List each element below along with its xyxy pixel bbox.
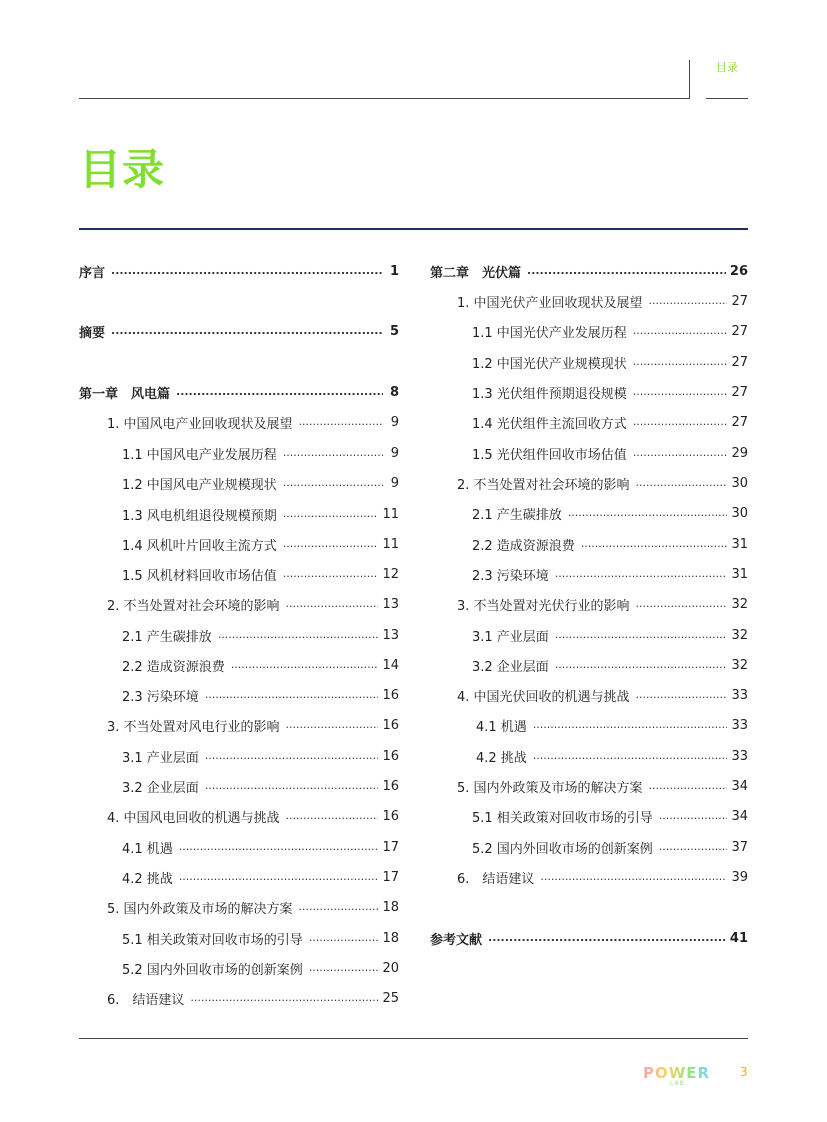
toc-entry-page: 5 bbox=[389, 323, 399, 339]
toc-entry-page: 11 bbox=[382, 536, 399, 552]
toc-entry-page: 39 bbox=[731, 869, 748, 885]
toc-entry[interactable] bbox=[79, 771, 399, 801]
toc-dot-leader bbox=[309, 961, 379, 975]
toc-dot-leader bbox=[540, 870, 727, 884]
toc-dot-leader bbox=[179, 840, 379, 854]
toc-dot-leader bbox=[488, 931, 726, 945]
toc-entry[interactable] bbox=[430, 407, 748, 437]
toc-dot-leader bbox=[533, 718, 728, 732]
toc-dot-leader bbox=[555, 567, 728, 581]
toc-entry[interactable] bbox=[79, 529, 399, 559]
toc-dot-leader bbox=[286, 718, 379, 732]
toc-entry-label: 5.1 相关政策对回收市场的引导 bbox=[472, 810, 653, 826]
toc-entry[interactable] bbox=[430, 710, 748, 740]
toc-entry-label: 5. 国内外政策及市场的解决方案 bbox=[107, 901, 293, 917]
toc-entry[interactable] bbox=[79, 923, 399, 953]
toc-entry-page: 18 bbox=[382, 899, 399, 915]
toc-entry-page: 27 bbox=[731, 384, 748, 400]
toc-entry-label: 参考文献 bbox=[430, 932, 483, 948]
toc-entry-page: 27 bbox=[731, 354, 748, 370]
toc-entry[interactable] bbox=[430, 741, 748, 771]
toc-dot-leader bbox=[636, 688, 728, 702]
toc-entry-label: 3.2 企业层面 bbox=[122, 780, 199, 796]
toc-dot-leader bbox=[299, 415, 383, 429]
toc-entry-page: 9 bbox=[390, 445, 399, 461]
toc-entry-page: 12 bbox=[382, 566, 399, 582]
toc-dot-leader bbox=[636, 476, 728, 490]
toc-entry[interactable] bbox=[430, 862, 748, 892]
toc-entry[interactable] bbox=[79, 801, 399, 831]
toc-entry[interactable] bbox=[79, 892, 399, 922]
toc-entry-label: 第一章 风电篇 bbox=[79, 386, 171, 402]
toc-entry-page: 16 bbox=[382, 687, 399, 703]
toc-entry-label: 1. 中国风电产业回收现状及展望 bbox=[107, 416, 293, 432]
toc-entry-label: 2.1 产生碳排放 bbox=[472, 507, 562, 523]
toc-entry-page: 18 bbox=[382, 930, 399, 946]
toc-dot-leader bbox=[633, 324, 728, 338]
toc-entry-page: 13 bbox=[382, 627, 399, 643]
toc-entry-page: 27 bbox=[731, 414, 748, 430]
toc-dot-leader bbox=[649, 779, 728, 793]
toc-dot-leader bbox=[283, 507, 379, 521]
toc-entry[interactable] bbox=[430, 286, 748, 316]
toc-entry-page: 27 bbox=[731, 323, 748, 339]
toc-entry[interactable] bbox=[430, 347, 748, 377]
toc-entry-label: 2.1 产生碳排放 bbox=[122, 629, 212, 645]
toc-entry-label: 5.1 相关政策对回收市场的引导 bbox=[122, 932, 303, 948]
toc-entry-page: 9 bbox=[390, 414, 399, 430]
toc-entry-label: 1.3 风电机组退役规模预期 bbox=[122, 508, 277, 524]
toc-entry-label: 5.2 国内外回收市场的创新案例 bbox=[122, 962, 303, 978]
toc-dot-leader bbox=[527, 264, 726, 278]
toc-entry-page: 30 bbox=[731, 475, 748, 491]
toc-entry[interactable] bbox=[430, 468, 748, 498]
toc-dot-leader bbox=[581, 537, 728, 551]
toc-entry[interactable] bbox=[430, 256, 748, 286]
toc-dot-leader bbox=[309, 931, 379, 945]
toc-entry-page: 14 bbox=[382, 657, 399, 673]
toc-entry-label: 2.2 造成资源浪费 bbox=[122, 659, 225, 675]
toc-entry-label: 序言 bbox=[79, 265, 106, 281]
toc-entry-label: 3.1 产业层面 bbox=[122, 750, 199, 766]
toc-entry-page: 25 bbox=[382, 990, 399, 1006]
toc-entry-label: 5.2 国内外回收市场的创新案例 bbox=[472, 841, 653, 857]
toc-entry-page: 32 bbox=[731, 596, 748, 612]
toc-entry-page: 13 bbox=[382, 596, 399, 612]
toc-entry-label: 1.4 光伏组件主流回收方式 bbox=[472, 416, 627, 432]
toc-dot-leader bbox=[205, 779, 379, 793]
toc-entry-page: 26 bbox=[729, 263, 748, 279]
power-lab-logo-sub: LAB bbox=[670, 1080, 685, 1087]
toc-dot-leader bbox=[283, 537, 379, 551]
toc-entry[interactable] bbox=[430, 559, 748, 589]
toc-dot-leader bbox=[299, 900, 379, 914]
toc-entry[interactable] bbox=[430, 529, 748, 559]
power-lab-logo: POWER bbox=[643, 1064, 711, 1082]
toc-entry-page: 16 bbox=[382, 778, 399, 794]
toc-dot-leader bbox=[231, 658, 379, 672]
toc-entry-page: 41 bbox=[729, 930, 748, 946]
toc-entry-label: 4.2 挑战 bbox=[476, 750, 527, 766]
toc-dot-leader bbox=[111, 264, 383, 278]
toc-entry-label: 3.2 企业层面 bbox=[472, 659, 549, 675]
toc-entry-page: 9 bbox=[390, 475, 399, 491]
toc-entry-label: 摘要 bbox=[79, 325, 106, 341]
toc-entry[interactable] bbox=[79, 620, 399, 650]
toc-entry-page: 16 bbox=[382, 748, 399, 764]
toc-dot-leader bbox=[111, 324, 383, 338]
toc-dot-leader bbox=[633, 446, 728, 460]
toc-dot-leader bbox=[649, 294, 728, 308]
toc-entry[interactable] bbox=[79, 983, 399, 1013]
toc-entry-page: 31 bbox=[731, 566, 748, 582]
toc-entry-page: 17 bbox=[382, 839, 399, 855]
toc-entry-page: 34 bbox=[731, 808, 748, 824]
toc-entry-label: 6. 结语建议 bbox=[457, 871, 535, 887]
toc-entry-page: 11 bbox=[382, 506, 399, 522]
toc-entry-page: 27 bbox=[731, 293, 748, 309]
toc-entry-label: 1. 中国光伏产业回收现状及展望 bbox=[457, 295, 643, 311]
toc-entry-label: 第二章 光伏篇 bbox=[430, 265, 522, 281]
page-title: 目录 bbox=[79, 145, 166, 194]
toc-entry-page: 1 bbox=[389, 263, 399, 279]
header-rule bbox=[79, 98, 690, 99]
toc-entry[interactable] bbox=[79, 559, 399, 589]
toc-entry[interactable] bbox=[79, 256, 399, 286]
toc-dot-leader bbox=[179, 870, 379, 884]
toc-entry[interactable] bbox=[79, 468, 399, 498]
toc-entry-label: 1.2 中国风电产业规模现状 bbox=[122, 477, 277, 493]
toc-entry[interactable] bbox=[430, 377, 748, 407]
toc-entry-label: 3. 不当处置对风电行业的影响 bbox=[107, 719, 280, 735]
toc-entry[interactable] bbox=[79, 650, 399, 680]
toc-entry[interactable] bbox=[430, 589, 748, 619]
toc-entry[interactable] bbox=[79, 438, 399, 468]
toc-entry-page: 20 bbox=[382, 960, 399, 976]
toc-entry-page: 32 bbox=[731, 627, 748, 643]
toc-entry[interactable] bbox=[430, 923, 748, 953]
toc-entry-label: 6. 结语建议 bbox=[107, 992, 185, 1008]
toc-entry[interactable] bbox=[79, 589, 399, 619]
toc-entry[interactable] bbox=[79, 741, 399, 771]
toc-entry-page: 8 bbox=[389, 384, 399, 400]
toc-entry-page: 33 bbox=[731, 687, 748, 703]
toc-entry[interactable] bbox=[79, 407, 399, 437]
toc-entry[interactable] bbox=[79, 862, 399, 892]
toc-entry-label: 1.5 光伏组件回收市场估值 bbox=[472, 447, 627, 463]
toc-dot-leader bbox=[283, 476, 383, 490]
toc-entry-label: 4. 中国风电回收的机遇与挑战 bbox=[107, 810, 280, 826]
toc-entry[interactable] bbox=[430, 801, 748, 831]
toc-entry-page: 30 bbox=[731, 505, 748, 521]
toc-entry-label: 1.3 光伏组件预期退役规模 bbox=[472, 386, 627, 402]
toc-entry-page: 17 bbox=[382, 869, 399, 885]
toc-entry-label: 3. 不当处置对光伏行业的影响 bbox=[457, 598, 630, 614]
toc-dot-leader bbox=[205, 688, 379, 702]
toc-dot-leader bbox=[283, 567, 379, 581]
toc-entry[interactable] bbox=[430, 771, 748, 801]
header-divider bbox=[689, 60, 690, 99]
toc-dot-leader bbox=[555, 628, 728, 642]
toc-dot-leader bbox=[205, 749, 379, 763]
toc-entry[interactable] bbox=[430, 498, 748, 528]
toc-entry-page: 33 bbox=[731, 717, 748, 733]
toc-dot-leader bbox=[633, 355, 728, 369]
toc-entry-page: 16 bbox=[382, 808, 399, 824]
toc-entry[interactable] bbox=[79, 499, 399, 529]
header-section-label: 目录 bbox=[716, 61, 738, 74]
toc-dot-leader bbox=[533, 749, 728, 763]
toc-entry-label: 1.5 风机材料回收市场估值 bbox=[122, 568, 277, 584]
header-right-rule bbox=[706, 98, 748, 99]
toc-entry[interactable] bbox=[430, 832, 748, 862]
toc-entry-page: 16 bbox=[382, 717, 399, 733]
toc-dot-leader bbox=[633, 385, 728, 399]
toc-dot-leader bbox=[659, 809, 728, 823]
toc-entry[interactable] bbox=[79, 953, 399, 983]
toc-entry-label: 1.1 中国光伏产业发展历程 bbox=[472, 325, 627, 341]
toc-entry[interactable] bbox=[79, 316, 399, 346]
toc-entry-label: 4.1 机遇 bbox=[122, 841, 173, 857]
footer-rule bbox=[79, 1038, 748, 1039]
toc-entry-page: 32 bbox=[731, 657, 748, 673]
toc-entry-label: 2.2 造成资源浪费 bbox=[472, 538, 575, 554]
toc-entry[interactable] bbox=[79, 710, 399, 740]
toc-entry-page: 34 bbox=[731, 778, 748, 794]
toc-entry-label: 1.2 中国光伏产业规模现状 bbox=[472, 356, 627, 372]
toc-entry-label: 2. 不当处置对社会环境的影响 bbox=[107, 598, 280, 614]
toc-entry[interactable] bbox=[430, 680, 748, 710]
toc-dot-leader bbox=[286, 597, 379, 611]
toc-entry-label: 5. 国内外政策及市场的解决方案 bbox=[457, 780, 643, 796]
toc-entry-label: 1.4 风机叶片回收主流方式 bbox=[122, 538, 277, 554]
toc-entry-page: 29 bbox=[731, 445, 748, 461]
toc-entry-page: 33 bbox=[731, 748, 748, 764]
toc-dot-leader bbox=[568, 506, 728, 520]
toc-entry[interactable] bbox=[79, 680, 399, 710]
toc-dot-leader bbox=[283, 446, 383, 460]
toc-dot-leader bbox=[190, 991, 378, 1005]
toc-dot-leader bbox=[633, 415, 728, 429]
toc-entry-label: 4. 中国光伏回收的机遇与挑战 bbox=[457, 689, 630, 705]
toc-dot-leader bbox=[176, 385, 383, 399]
toc-entry-page: 37 bbox=[731, 839, 748, 855]
title-rule bbox=[79, 228, 748, 230]
toc-entry-label: 4.2 挑战 bbox=[122, 871, 173, 887]
toc-dot-leader bbox=[555, 658, 728, 672]
toc-entry-label: 4.1 机遇 bbox=[476, 719, 527, 735]
toc-entry[interactable] bbox=[79, 377, 399, 407]
toc-dot-leader bbox=[659, 840, 728, 854]
toc-dot-leader bbox=[286, 809, 379, 823]
toc-dot-leader bbox=[218, 628, 379, 642]
toc-entry-label: 3.1 产业层面 bbox=[472, 629, 549, 645]
toc-entry[interactable] bbox=[430, 438, 748, 468]
toc-entry-label: 2. 不当处置对社会环境的影响 bbox=[457, 477, 630, 493]
toc-entry[interactable] bbox=[430, 620, 748, 650]
toc-entry[interactable] bbox=[79, 832, 399, 862]
toc-entry[interactable] bbox=[430, 650, 748, 680]
toc-entry-label: 2.3 污染环境 bbox=[122, 689, 199, 705]
toc-entry[interactable] bbox=[430, 316, 748, 346]
toc-entry-page: 31 bbox=[731, 536, 748, 552]
toc-dot-leader bbox=[636, 597, 728, 611]
toc-entry-label: 2.3 污染环境 bbox=[472, 568, 549, 584]
page-number: 3 bbox=[740, 1065, 748, 1079]
toc-entry-label: 1.1 中国风电产业发展历程 bbox=[122, 447, 277, 463]
